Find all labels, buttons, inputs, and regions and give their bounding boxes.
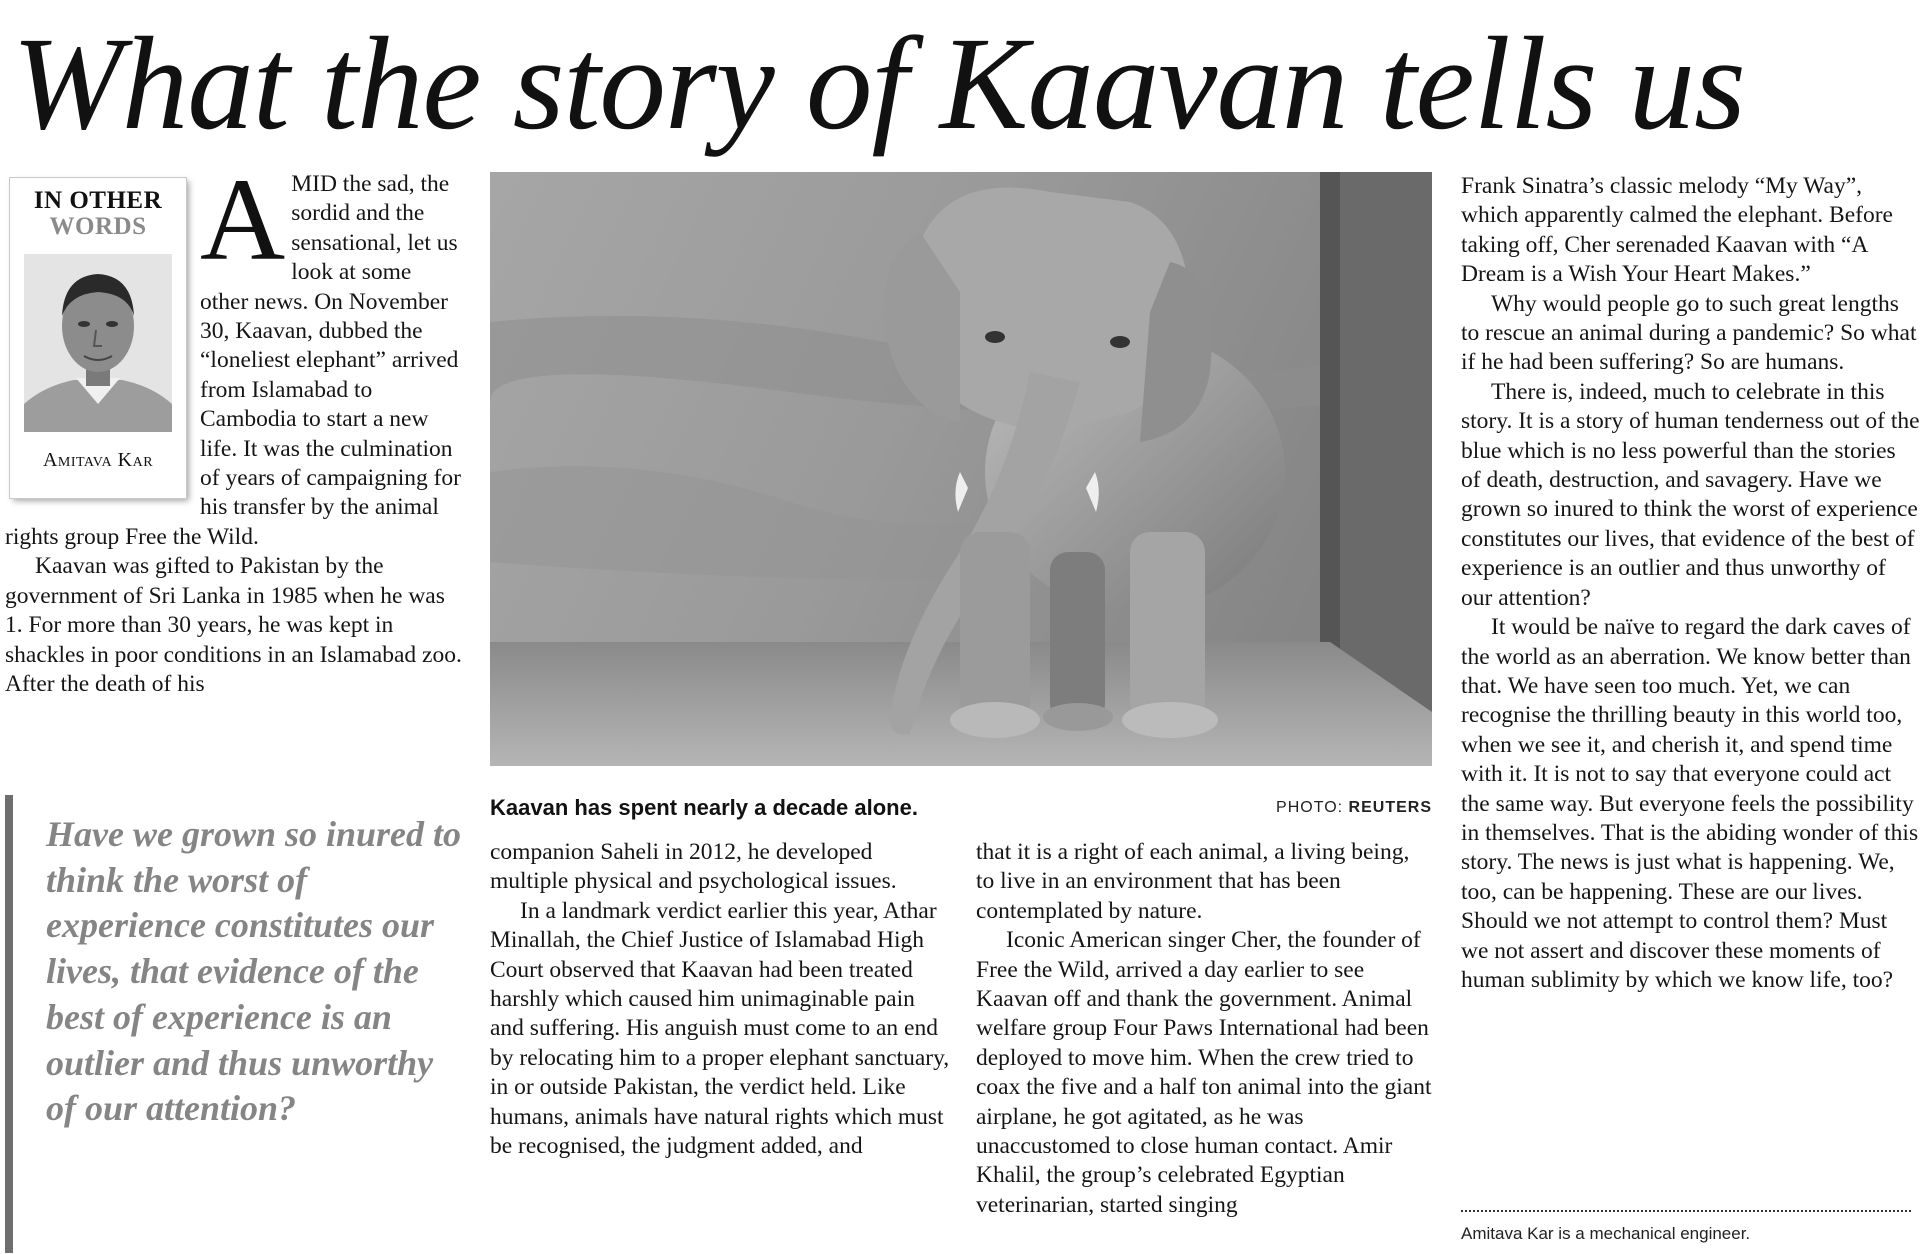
headline: What the story of Kaavan tells us	[12, 9, 1745, 157]
paragraph: Kaavan was gifted to Pakistan by the government of Sri Lanka in 1985 when he was 1. For more than 30 years, he was kept in shackles in poor conditions in an Islamabad zoo. After the death of his	[5, 553, 462, 697]
paragraph: Why would people go to such great lengths to rescue an animal during a pandemic? So what if he had been suffering? So are humans.	[1461, 290, 1917, 376]
article-column-1	[5, 170, 465, 760]
paragraph: companion Saheli in 2012, he developed multiple physical and psychological issues.	[490, 839, 897, 895]
author-photo	[24, 254, 172, 432]
photo-caption: Kaavan has spent nearly a decade alone.	[490, 795, 918, 820]
article-column-4	[1461, 172, 1920, 1202]
paragraph-text: MID the sad, the sordid and the sensational, let us look at some other news. On November 30, Kaavan, dubbed the “loneliest elephant” arrived from Islamabad to Cambodia to start a new life. It was the culmination of years of campaigning for his transfer by the animal rights group Free the Wild.	[5, 171, 462, 550]
article-column-2	[490, 838, 950, 1254]
columnist-box	[10, 178, 186, 498]
elephant-photo	[490, 172, 1432, 766]
photo-caption-bar	[490, 795, 1432, 825]
paragraph: that it is a right of each animal, a living being, to live in an environment that has been contemplated by nature.	[976, 839, 1410, 924]
paragraph: It would be naïve to regard the dark caves of the world as an aberration. We know better than that. We have seen too much. Yet, we can recognise the thrilling beauty in this world too, when we see it, and cherish it, and spend time with it. It is not to say that everyone could act the same way. But everyone feels the possibility in themselves. That is the abiding wonder of this story. The news is just what is happening. We, too, can be happening. These are our lives. Should we not attempt to control them? Must we not assert and discover these moments of human sublimity by which we know life, too?	[1461, 614, 1919, 993]
signoff-divider	[1461, 1210, 1911, 1212]
photo-credit	[1276, 799, 1432, 817]
paragraph: Frank Sinatra’s classic melody “My Way”, which apparently calmed the elephant. Before taking off, Cher serenaded Kaavan with “A Dream is a Wish Your Heart Makes.”	[1461, 173, 1893, 288]
paragraph: In a landmark verdict earlier this year, Athar Minallah, the Chief Justice of Islamabad High Court observed that Kaavan had been treated harshly which caused him unimaginable pain and suffering. His anguish must come to an end by relocating him to a proper elephant sanctuary, in or outside Pakistan, the verdict held. Like humans, animals have natural rights which must be recognised, the judgment added, and	[490, 897, 950, 1160]
photo-credit-source: REUTERS	[1348, 799, 1432, 816]
drop-cap: A	[200, 170, 286, 285]
article-column-3	[976, 838, 1432, 1254]
photo-credit-prefix: PHOTO:	[1276, 799, 1344, 816]
paragraph: There is, indeed, much to celebrate in this story. It is a story of human tenderness out of the blue which is no less powerful than the stories of death, destruction, and savagery. Have we grown so inured to think the worst of experience constitutes our lives, that evidence of the best of experience is an outlier and thus unworthy of our attention?	[1461, 378, 1920, 611]
column-tag-line1: IN OTHER	[33, 187, 163, 214]
pull-quote: Have we grown so inured to think the worst of experience constitutes our lives, that evidence of the best of experience is an outlier and thus unworthy of our attention?	[46, 814, 462, 1129]
pull-quote-bar	[5, 795, 13, 1253]
author-name: Amitava Kar	[42, 449, 154, 471]
author-signoff: Amitava Kar is a mechanical engineer.	[1461, 1224, 1751, 1243]
column-tag-line2: WORDS	[49, 213, 147, 240]
paragraph: Iconic American singer Cher, the founder of Free the Wild, arrived a day earlier to see Kaavan off and thank the government. Animal welfare group Four Paws International had been deployed to move him. When the crew tried to coax the five and a half ton animal into the giant airplane, he got agitated, as he was unaccustomed to close human contact. Amir Khalil, the group’s celebrated Egyptian veterinarian, started singing	[976, 927, 1432, 1218]
